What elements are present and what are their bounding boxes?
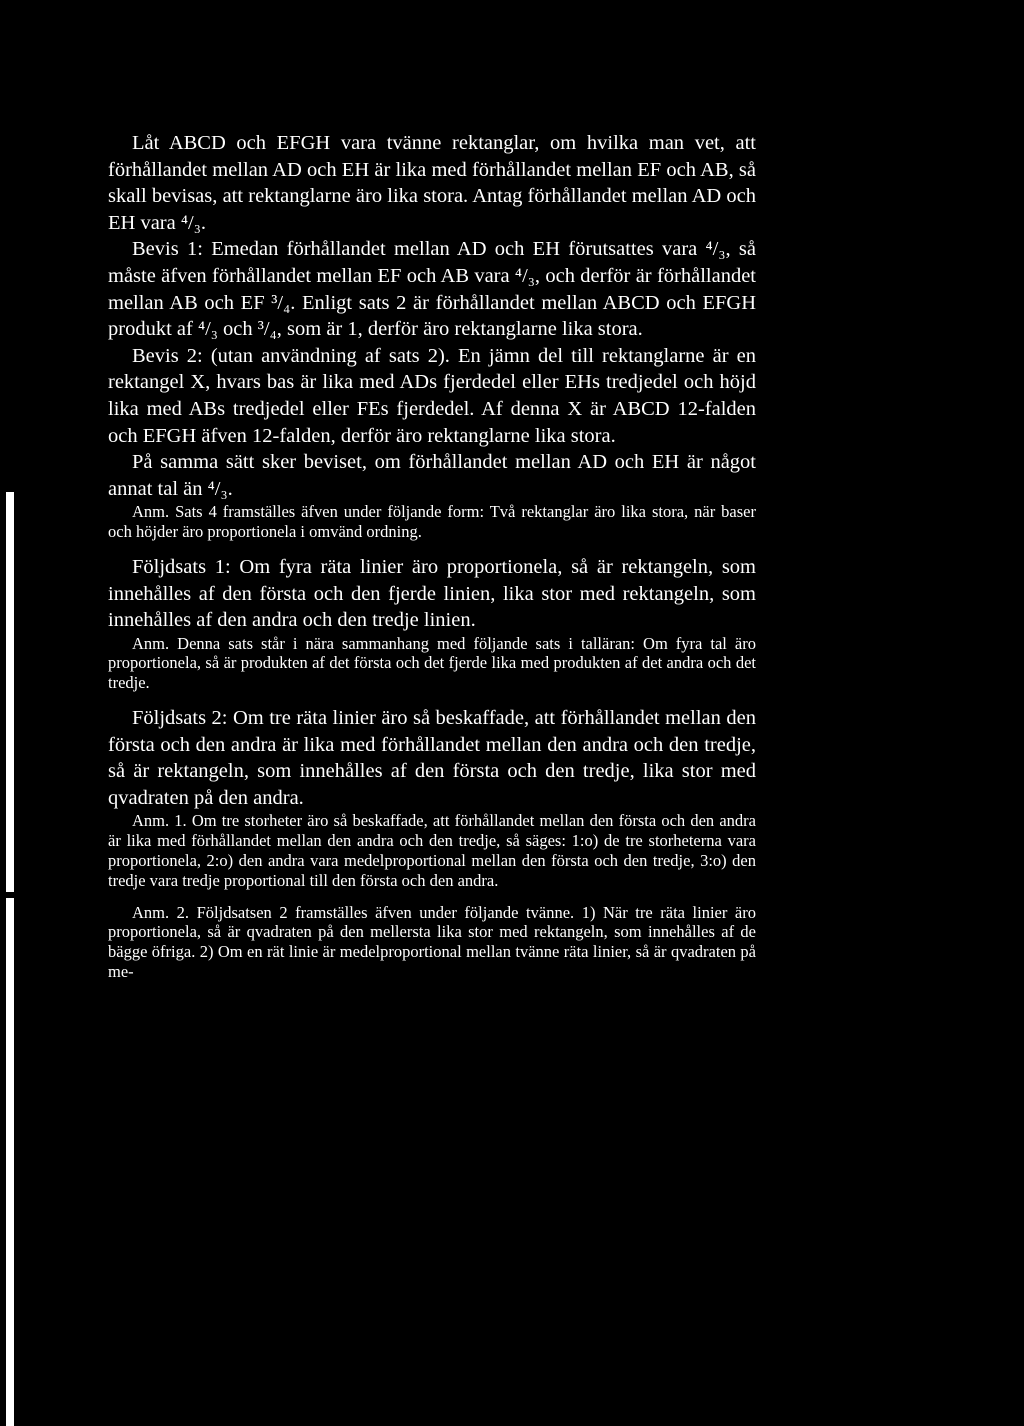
paragraph-general-case: På samma sätt sker beviset, om förhållandet mellan AD och EH är något annat tal än ⁴/₃. — [108, 451, 756, 500]
paragraph-theorem: Låt ABCD och EFGH vara tvänne rektanglar, om hvilka man vet, att förhållandet mellan AD och EH är lika med förhållandet mellan EF och AB, så skall bevisas, att rektanglarne äro lika stora. Antag förhållandet mellan AD och EH vara ⁴/₃. — [108, 132, 756, 234]
margin-bar — [6, 898, 14, 1426]
paragraph-remark: Anm. Denna sats står i nära sammanhang med följande sats i talläran: Om fyra tal äro proportionela, så är produkten af det första och det fjerde lika med produkten af det andra och det tredje. — [108, 633, 756, 693]
paragraph-proof-2: Bevis 2: (utan användning af sats 2). En jämn del till rektanglarne är en rektangel X, hvars bas är lika med ADs fjerdedel eller EHs tredjedel och höjd lika med ABs tredjedel eller FEs fjerdedel. Af denna X är ABCD 12-falden och EFGH äfven 12-falden, derför äro rektanglarne lika stora. — [108, 344, 756, 447]
paragraph-proof-1: Bevis 1: Emedan förhållandet mellan AD och EH förutsattes vara ⁴/₃, så måste äfven förhållandet mellan EF och AB vara ⁴/₃, och derför är förhållandet mellan AB och EF ³/₄. Enligt sats 2 är förhållandet mellan ABCD och EFGH produkt af ⁴/₃ och ³/₄, som är 1, derför äro rektanglarne lika stora. — [108, 238, 756, 341]
margin-bar — [6, 492, 14, 892]
body-text — [108, 130, 756, 982]
paragraph-corollary-1: Följdsats 1: Om fyra räta linier äro proportionela, så är rektangeln, som innehålles af den första och den fjerde linien, lika stor med rektangeln, som innehålles af den andra och den tredje linien. — [108, 555, 756, 632]
paragraph-corollary-2: Följdsats 2: Om tre räta linier äro så beskaffade, att förhållandet mellan den första och den andra är lika med förhållandet mellan den andra och den tredje, så är rektangeln, som innehålles af den första och den tredje, lika stor med qvadraten på den andra. — [108, 707, 756, 809]
paragraph-remark-2: Anm. 2. Följdsatsen 2 framställes äfven under följande tvänne. 1) När tre räta linier äro proportionela, så är qvadraten på den mellersta lika stor med rektangeln, som innehålles af de bägge öfriga. 2) Om en rät linie är medelproportional mellan tvänne räta linier, så är qvadraten på me- — [108, 902, 756, 982]
paragraph-remark: Anm. Sats 4 framställes äfven under följande form: Två rektanglar äro lika stora, när baser och höjder äro proportionela i omvänd ordning. — [108, 502, 756, 542]
paragraph-remark-1: Anm. 1. Om tre storheter äro så beskaffade, att förhållandet mellan den första och den andra är lika med förhållandet mellan den andra och den tredje, så säges: 1:o) de tre storheterna vara proportionela, 2:o) den andra vara medelproportional mellan den första och den tredje, 3:o) den tredje vara tredje proportional till den första och den andra. — [108, 811, 756, 890]
